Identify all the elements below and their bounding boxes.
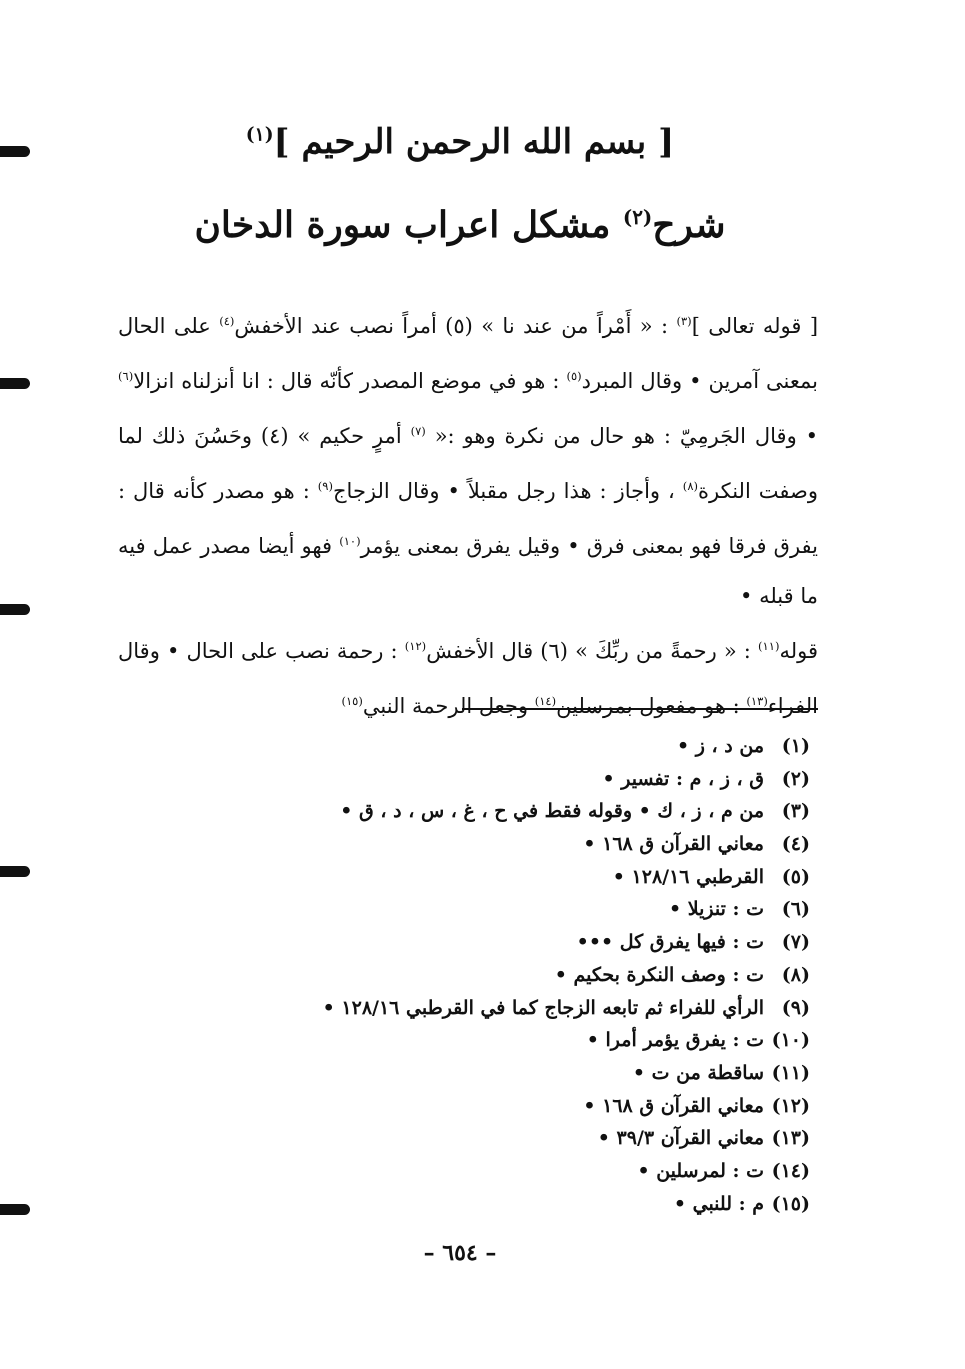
footnote-text: ق ، ز ، م : تفسير • — [602, 767, 764, 790]
footnote-ref: (٤) — [219, 314, 235, 328]
footnote-text: ت : تنزيلا • — [668, 898, 764, 921]
footnote-ref: (١٢) — [404, 639, 427, 653]
footnote — [190, 861, 810, 894]
text-run: : « أَمْراً من عند نا » (٥) أمراً نصب عند الأخفش — [234, 314, 677, 338]
footnote-number: (٧) — [781, 931, 810, 954]
main-text — [118, 296, 818, 731]
footnote-text: من د ، ز • — [676, 735, 764, 757]
binding-mark — [0, 378, 30, 389]
text-run: أمرٍ حكيم » (٤) وحَسُنَ ذلك لما وصفت النكرة — [118, 424, 818, 503]
footnote-number: (١٠) — [771, 1029, 810, 1052]
footnote-text: ت : فيها يفرق كل ••• — [576, 931, 764, 954]
footnote — [190, 992, 810, 1025]
footnote-text: ت : وصف النكرة بحكيم • — [554, 963, 764, 986]
footnote-ref: (٩) — [317, 479, 333, 493]
footnote-ref: (٢) — [622, 205, 653, 229]
footnote-text: ساقطة من ت • — [632, 1061, 764, 1084]
footnote — [190, 959, 810, 992]
footnote-ref: (١٣) — [746, 694, 768, 708]
footnote — [190, 926, 810, 959]
text-run: ، وأجاز : هذا رجل مقبلاً • وقال الزجاج — [332, 479, 683, 503]
footnote-text: ت : لمرسلين • — [637, 1159, 764, 1182]
text-run: قوله — [779, 639, 818, 663]
binding-mark — [0, 146, 30, 157]
footnote-ref: (١٠) — [339, 534, 361, 548]
footnote-ref: (٥) — [566, 369, 582, 383]
footnote-ref: (١٤) — [534, 694, 557, 708]
text-run: وجعل الرحمة النبي — [362, 694, 535, 718]
title-post: مشكل اعراب سورة الدخان — [194, 204, 623, 246]
page-number: – ٦٥٤ – — [423, 1240, 497, 1266]
footnote — [190, 893, 810, 926]
footnote — [190, 828, 810, 861]
bismillah-text: [ بسم الله الرحمن الرحيم ] — [273, 122, 675, 162]
footnote-ref: (٦) — [118, 369, 134, 383]
footnote-number: (٨) — [781, 963, 810, 986]
paragraph-1 — [118, 296, 818, 621]
footnote-number: (١٣) — [771, 1127, 810, 1150]
footnote-text: ت : يفرق يؤمر أمرا • — [586, 1029, 764, 1052]
text-run: على الحال بمعنى آمرين • وقال المبرد — [118, 314, 818, 393]
footnote-number: (٦) — [781, 898, 810, 921]
footnote — [190, 1024, 810, 1057]
footnote-ref: (٨) — [682, 479, 699, 493]
bismillah-heading — [180, 122, 740, 162]
text-run: : هو مصدر كأنه قال : يفرق فرقا فهو بمعنى فرق • وقيل يفرق بمعنى يؤمر — [118, 479, 818, 558]
footnote-text: القرطبي ١٢٨/١٦ • — [612, 865, 764, 888]
footnote — [190, 1122, 810, 1155]
text-run: : « رحمةً من ربِّكَ » (٦) قال الأخفش — [426, 639, 759, 663]
footnote — [190, 795, 810, 828]
footnote-number: (١٢) — [771, 1094, 810, 1117]
binding-mark — [0, 866, 30, 877]
text-run: : هو مفعول بمرسلين — [556, 694, 747, 718]
footnote — [190, 730, 810, 763]
footnote-text: الرأي للفراء ثم تابعه الزجاج كما في القرطبي ١٢٨/١٦ • — [322, 996, 764, 1019]
text-run: [ قوله تعالى ] — [691, 314, 819, 338]
footnote-ref: (١٥) — [341, 694, 363, 708]
binding-mark — [0, 1204, 30, 1215]
footnote-text: معاني القرآن ٣٩/٣ • — [597, 1127, 764, 1150]
footnote-number: (١٥) — [771, 1192, 810, 1215]
text-run: • وقال الجَرمِيّ : هو حال من نكرة وهو :« — [425, 424, 818, 448]
footnote-divider — [462, 708, 818, 710]
binding-mark — [0, 604, 30, 615]
footnote-number: (٩) — [781, 996, 810, 1019]
footnote-ref: (١١) — [758, 639, 780, 653]
footnote-number: (١١) — [771, 1061, 810, 1084]
footnotes-list — [190, 730, 810, 1220]
footnote — [190, 763, 810, 796]
footnote-number: (١) — [781, 735, 810, 757]
footnote-number: (٢) — [781, 767, 810, 790]
paragraph-2 — [118, 621, 818, 731]
title-pre: شرح — [652, 204, 726, 246]
text-run: : هو في موضع المصدر كأنّه قال : انا أنزلناه انزالا — [133, 369, 567, 393]
footnote-text: من م ، ز ، ك • وقوله فقط في ح ، غ ، س ، د ، ق • — [340, 800, 764, 823]
page-title — [180, 204, 740, 246]
footnote-number: (٣) — [781, 800, 810, 823]
footnote — [190, 1188, 810, 1221]
footnote-ref: (٧) — [410, 424, 426, 438]
footnote — [190, 1090, 810, 1123]
footnote-number: (٥) — [781, 865, 810, 888]
text-run: فهو أيضا مصدر عمل فيه ما قبله • — [118, 534, 818, 608]
footnote — [190, 1057, 810, 1090]
footnote — [190, 1155, 810, 1188]
footnote-ref: (٣) — [676, 314, 692, 328]
footnote-text: معاني القرآن ق ١٦٨ • — [583, 833, 764, 856]
footnote-ref: (١) — [245, 123, 274, 146]
text-run: : رحمة نصب على الحال • وقال الفراء — [118, 639, 818, 718]
footnote-number: (٤) — [781, 833, 810, 856]
footnote-number: (١٤) — [771, 1159, 810, 1182]
footnote-text: معاني القرآن ق ١٦٨ • — [583, 1094, 764, 1117]
footnote-text: م : للنبي • — [673, 1192, 764, 1215]
